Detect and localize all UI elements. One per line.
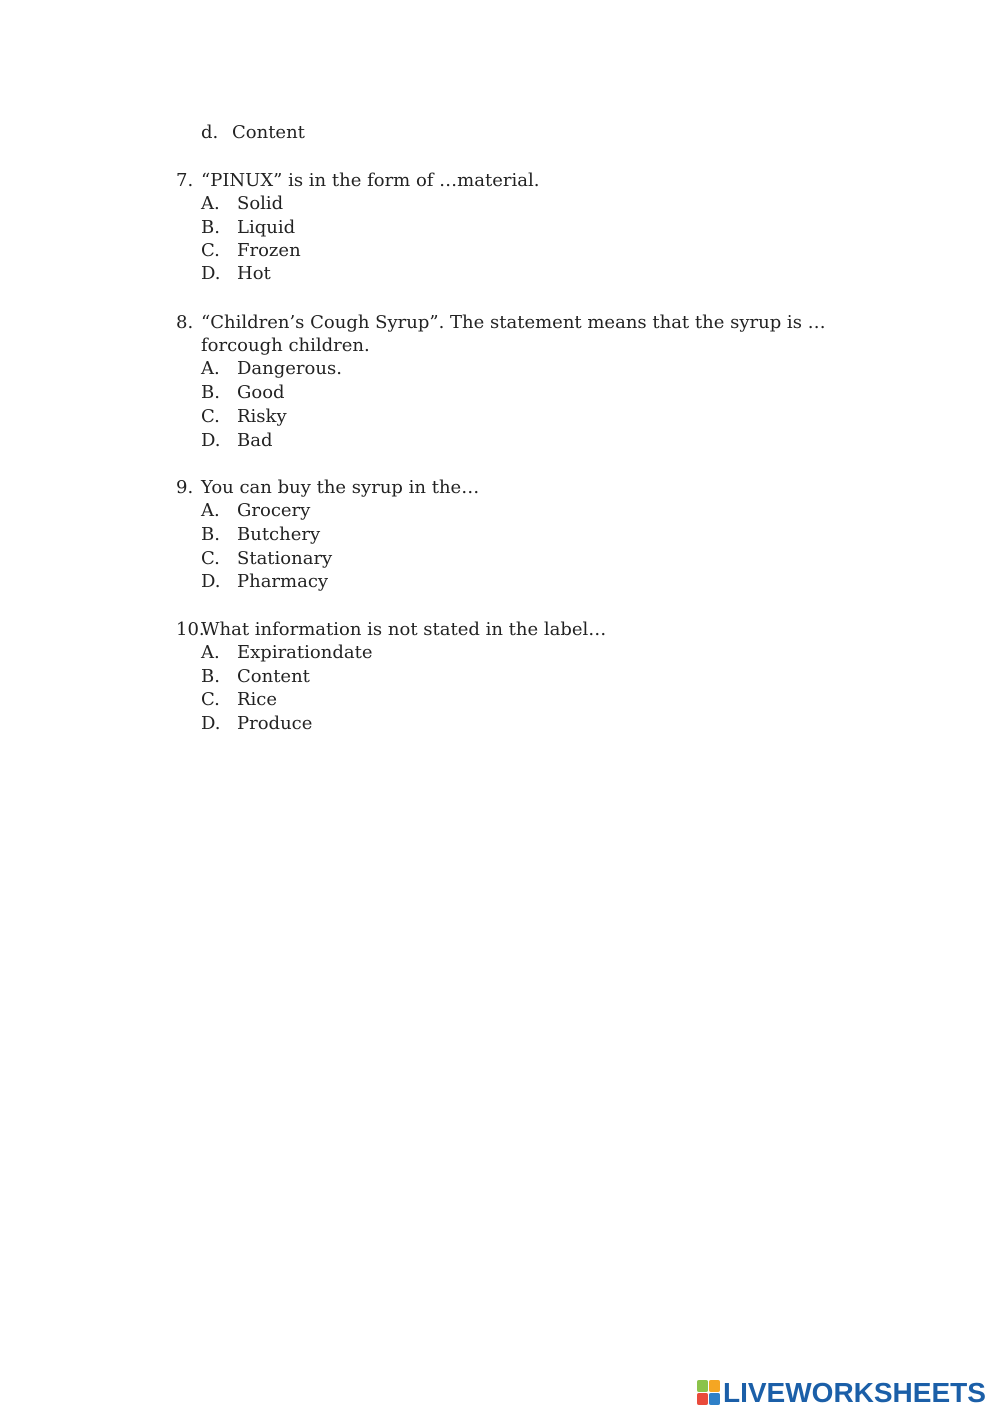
option-text: Pharmacy [237,571,329,592]
option-text: Produce [237,713,313,734]
liveworksheets-logo-text: LIVEWORKSHEETS [723,1377,986,1408]
option-text: Rice [237,689,278,710]
option-letter: D. [201,263,221,284]
option-letter: A. [201,193,220,214]
option-text: Butchery [237,524,321,545]
option-text: Stationary [237,548,333,569]
option-text: Liquid [237,217,296,238]
option-text: Solid [237,193,284,214]
option-letter: C. [201,240,220,261]
carryover-option-text: Content [232,122,305,143]
option-letter: A. [201,500,220,521]
option-letter: C. [201,689,220,710]
option-letter: D. [201,430,221,451]
question-number: 10. [176,619,205,640]
option-text: Dangerous. [237,358,342,379]
option-letter: C. [201,406,220,427]
question-text: “PINUX” is in the form of …material. [201,170,540,191]
option-letter: D. [201,571,221,592]
option-text: Content [237,666,310,687]
carryover-option-letter: d. [201,122,219,143]
option-letter: A. [201,642,220,663]
option-text: Good [237,382,285,403]
question-text: What information is not stated in the label… [201,619,607,640]
option-letter: C. [201,548,220,569]
liveworksheets-logo[interactable] [697,1378,986,1408]
question-number: 8. [176,312,194,333]
option-letter: A. [201,358,220,379]
question-number: 7. [176,170,194,191]
option-text: Risky [237,406,287,427]
option-letter: B. [201,382,220,403]
question-text: You can buy the syrup in the… [201,477,480,498]
option-text: Hot [237,263,271,284]
option-letter: D. [201,713,221,734]
option-letter: B. [201,524,220,545]
option-letter: B. [201,217,220,238]
option-text: Frozen [237,240,301,261]
option-letter: B. [201,666,220,687]
option-text: Grocery [237,500,311,521]
question-text: “Children’s Cough Syrup”. The statement means that the syrup is … forcough children. [201,312,826,356]
option-text: Bad [237,430,273,451]
liveworksheets-logo-mark-icon [697,1380,721,1406]
option-text: Expirationdate [237,642,373,663]
question-number: 9. [176,477,194,498]
